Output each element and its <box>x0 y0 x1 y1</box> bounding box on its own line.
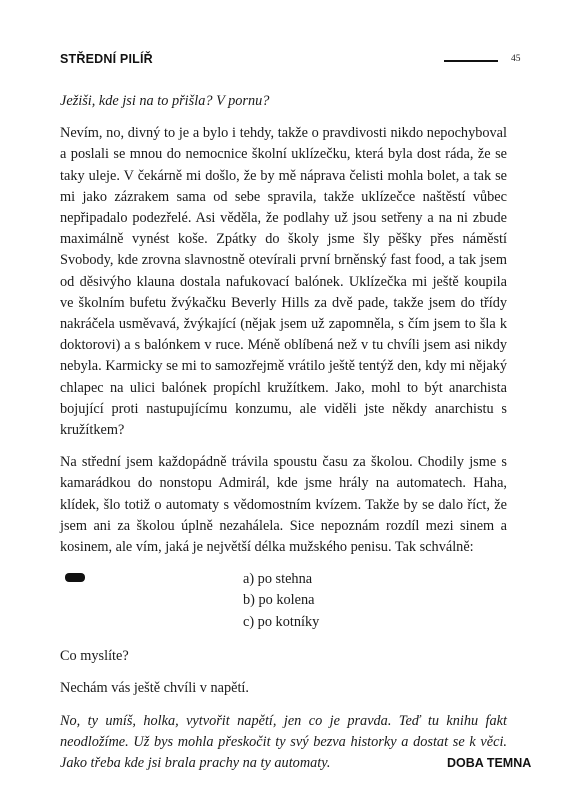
paragraph-1: Nevím, no, divný to je a bylo i tehdy, takže o pravdivosti nikdo nepochyboval a poslali se mnou do nemocnice školní uklízečku, která byla dost ráda, že se taky uleje. V čekárně mi došlo, že by mě náprava čelisti mohla bolet, a tak se mi jako zázrakem sama od sebe spravila, takže uklízečce naštěstí vůbec nepřipadalo podezřelé. Asi věděla, že podlahy už jsou setřeny a na ni zbude maximálně vynést koše. Zpátky do školy jsme šly pěšky přes náměstí Svobody, kde zrovna slavnostně otevírali první brněnský fast food, a tak jsem od děsivýho klauna dostala nafukovací balónek. Uklízečka mi ještě koupila ve školním bufetu žvýkačku Beverly Hills za dvě pade, takže jsem do třídy nakráčela usměvavá, žvýkající (nějak jsem už zapomněla, s čím jsem to šla k doktorovi) a s balónkem v ruce. Méně oblíbená než v tu chvíli jsem asi nikdy nebyla. Karmicky se mi to samozřejmě vrátilo ještě tentýž den, kdy mi nějaký chlapec na ulici balónek propíchl kružítkem. Jako, mohl to být anarchista bojující proti nastupujícímu konzumu, ale viděli jste někdy anarchistu s kružítkem? <box>60 125 507 439</box>
body-text <box>60 91 507 785</box>
redaction-mark <box>65 573 85 582</box>
option-c: c) po kotníky <box>243 613 320 630</box>
opening-question: Ježiši, kde jsi na to přišla? V pornu? <box>60 93 270 109</box>
question-line: Co myslíte? <box>60 648 129 665</box>
chapter-title: STŘEDNÍ PILÍŘ <box>60 52 153 66</box>
header-rule <box>444 60 498 62</box>
paragraph-2: Na střední jsem každopádně trávila spoustu času za školou. Chodily jsme s kamarádkou do nonstopu Admirál, kde jsme hrály na automatech. Haha, klídek, šlo totiž o automaty s vědomostním kvízem. Takže by se dalo říct, že jsem ani za školou úplně nezahálela. Sice nepoznám rozdíl mezi sinem a kosinem, ale vím, jaká je největší délka mužského penisu. Tak schválně: <box>60 454 507 556</box>
suspense-line: Nechám vás ještě chvíli v napětí. <box>60 680 249 697</box>
quiz-options <box>60 569 507 633</box>
option-a: a) po stehna <box>243 571 313 588</box>
page-number: 45 <box>511 54 521 64</box>
book-section-title: DOBA TEMNA <box>447 756 532 770</box>
options-list <box>243 569 319 633</box>
option-b: b) po kolena <box>243 592 315 609</box>
closing-italic: No, ty umíš, holka, vytvořit napětí, jen co je pravda. Teď tu knihu fakt neodložíme. Už bys mohla přeskočit ty svý bezva historky a dostat se k věci. Jako třeba kde jsi brala prachy na ty automaty. <box>60 712 507 772</box>
